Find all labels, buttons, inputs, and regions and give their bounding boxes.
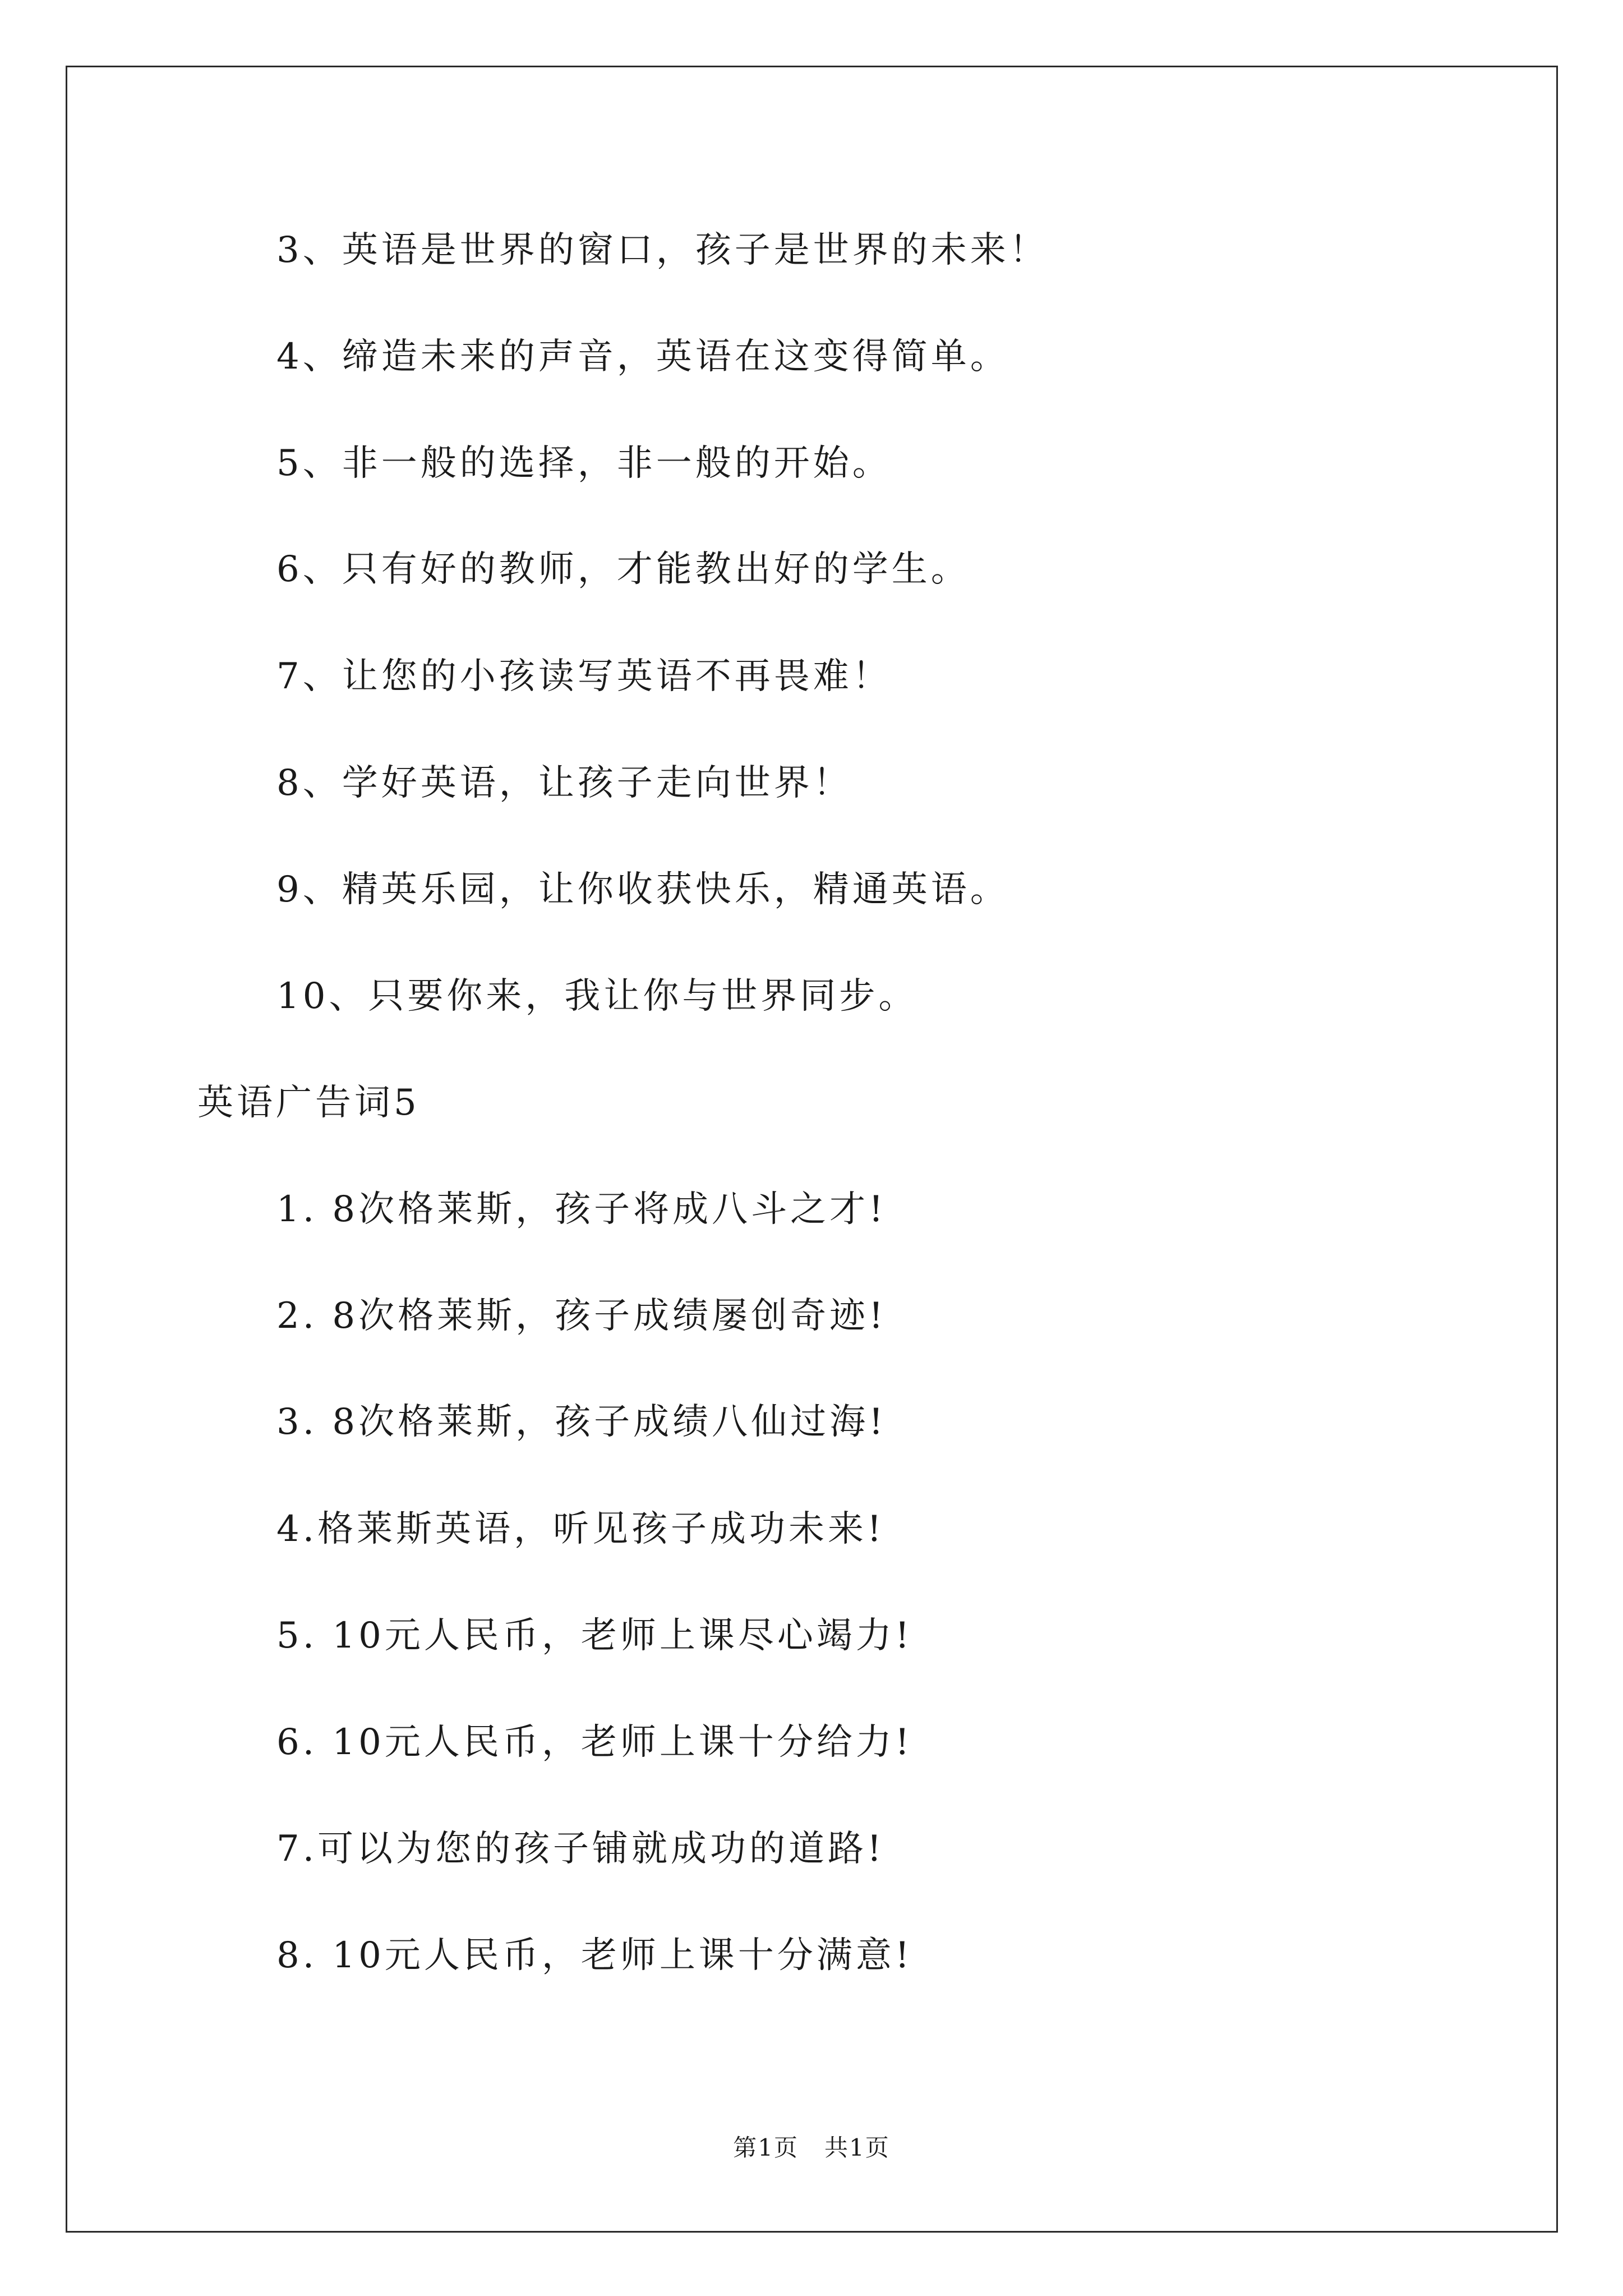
list-item: 10、只要你来，我让你与世界同步。 — [276, 976, 918, 1017]
list-item: 6. 10元人民币，老师上课十分给力! — [276, 1722, 913, 1763]
page-footer: 第1页 共1页 — [733, 2134, 890, 2161]
list-item: 4.格莱斯英语，听见孩子成功未来! — [276, 1508, 885, 1550]
list-item: 7.可以为您的孩子铺就成功的道路! — [276, 1828, 885, 1870]
list-item: 6、只有好的教师，才能教出好的学生。 — [276, 549, 970, 590]
list-item: 9、精英乐园，让你收获快乐，精通英语。 — [276, 869, 1009, 910]
section-heading: 英语广告词5 — [197, 1082, 420, 1124]
list-item: 2. 8次格莱斯，孩子成绩屡创奇迹! — [276, 1295, 887, 1337]
list-item: 4、缔造未来的声音，英语在这变得简单。 — [276, 336, 1009, 378]
list-item: 3、英语是世界的窗口，孩子是世界的未来！ — [276, 229, 1049, 271]
list-item: 5. 10元人民币，老师上课尽心竭力! — [276, 1615, 913, 1657]
list-item: 3. 8次格莱斯，孩子成绩八仙过海! — [276, 1401, 887, 1443]
list-item: 8、学好英语，让孩子走向世界！ — [276, 762, 852, 804]
list-item: 1. 8次格莱斯，孩子将成八斗之才! — [276, 1189, 887, 1230]
list-item: 5、非一般的选择，非一般的开始。 — [276, 443, 892, 484]
page-border — [66, 66, 1558, 2233]
list-item: 7、让您的小孩读写英语不再畏难！ — [276, 656, 892, 697]
list-item: 8. 10元人民币，老师上课十分满意! — [276, 1935, 913, 1976]
